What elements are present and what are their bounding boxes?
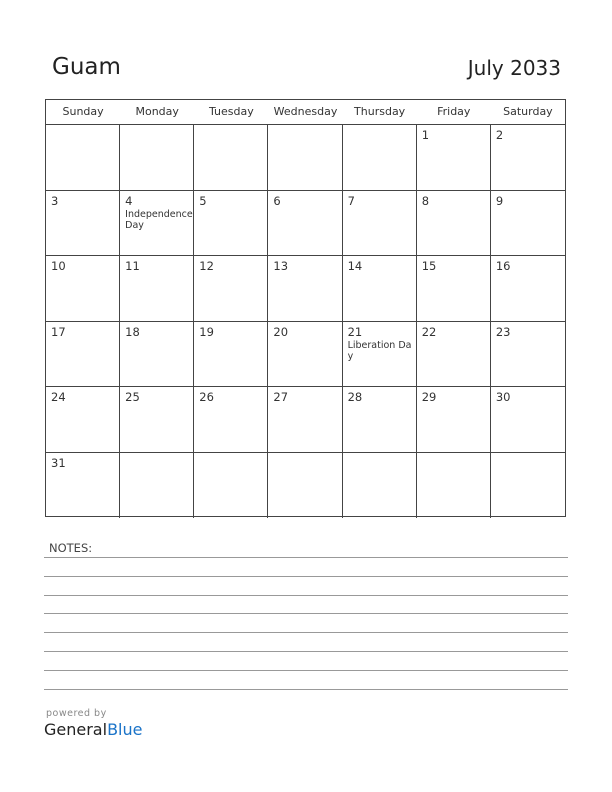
day-cell [343,191,417,257]
page-title: Guam [52,54,121,80]
day-number: 25 [125,390,140,404]
day-number: 21 [347,324,363,339]
notes-line [44,557,568,576]
brand-general: General [44,720,108,739]
holiday-label: Liberation Day [347,339,412,362]
day-number: 14 [347,259,363,273]
day-cell [194,256,268,322]
day-cell [194,322,268,388]
day-number: 13 [273,259,289,273]
day-cell [120,125,194,191]
month-year-label: July 2033 [467,56,561,80]
day-number: 16 [495,259,511,273]
notes-line [44,689,568,708]
day-number: 7 [347,193,355,208]
day-cell [417,453,491,519]
calendar-body [46,125,565,518]
notes-line [44,576,568,595]
day-cell [120,322,194,388]
day-number: 29 [421,390,437,404]
day-cell [268,322,342,388]
day-cell [46,387,120,453]
notes-line [44,595,568,614]
weekday-friday: Friday [437,105,471,118]
day-number: 31 [51,455,66,470]
generalblue-logo [44,708,142,739]
notes-line [44,670,568,689]
weekday-saturday: Saturday [503,105,553,118]
day-cell [120,387,194,453]
day-cell [343,387,417,453]
calendar-grid [45,99,566,517]
day-number: 22 [421,324,437,339]
day-number: 4 [125,193,133,208]
day-cell [268,453,342,519]
day-cell [491,453,565,519]
day-cell [46,453,120,519]
day-number: 1 [421,128,430,142]
day-cell [120,256,194,322]
day-number: 18 [125,324,140,339]
day-cell [343,322,417,388]
weekday-thursday: Thursday [354,105,406,118]
day-number: 27 [273,390,289,404]
day-cell [417,125,491,191]
day-cell [46,191,120,257]
day-number: 6 [273,193,281,208]
weekday-header-row [46,100,565,125]
day-cell [491,125,565,191]
day-number: 19 [199,324,214,339]
day-number: 3 [51,193,59,208]
day-number: 24 [51,390,66,404]
notes-lines [44,557,568,707]
day-number: 12 [199,259,214,273]
weekday-sunday: Sunday [62,105,104,118]
day-cell [120,191,194,257]
day-cell [46,125,120,191]
day-number: 23 [495,324,511,339]
weekday-monday: Monday [135,105,179,118]
day-number: 5 [199,193,207,208]
day-cell [491,322,565,388]
notes-line [44,651,568,670]
day-cell [417,387,491,453]
day-cell [46,256,120,322]
day-number: 28 [347,390,363,404]
holiday-label: Independence Day [125,208,193,231]
day-cell [268,125,342,191]
day-number: 10 [51,259,66,273]
brand-name [44,720,142,739]
day-cell [194,453,268,519]
day-cell [46,322,120,388]
day-number: 15 [421,259,437,273]
day-cell [491,256,565,322]
day-cell [194,387,268,453]
day-number: 9 [495,193,504,208]
day-number: 17 [51,324,66,339]
day-cell [491,191,565,257]
day-number: 8 [421,193,430,208]
notes-label: NOTES: [49,541,93,555]
day-cell [268,256,342,322]
day-cell [417,256,491,322]
day-cell [417,322,491,388]
day-number: 20 [273,324,289,339]
day-cell [120,453,194,519]
day-number: 26 [199,390,214,404]
day-number: 30 [495,390,511,404]
day-cell [268,387,342,453]
day-cell [343,256,417,322]
day-cell [417,191,491,257]
day-cell [194,191,268,257]
notes-line [44,632,568,651]
weekday-tuesday: Tuesday [208,105,254,118]
weekday-wednesday: Wednesday [273,105,338,118]
day-cell [343,125,417,191]
day-number: 11 [125,259,140,273]
day-cell [491,387,565,453]
powered-by-text: powered by [46,708,107,719]
day-cell [268,191,342,257]
notes-line [44,613,568,632]
day-number: 2 [495,128,504,142]
brand-blue: Blue [107,720,143,739]
day-cell [343,453,417,519]
day-cell [194,125,268,191]
